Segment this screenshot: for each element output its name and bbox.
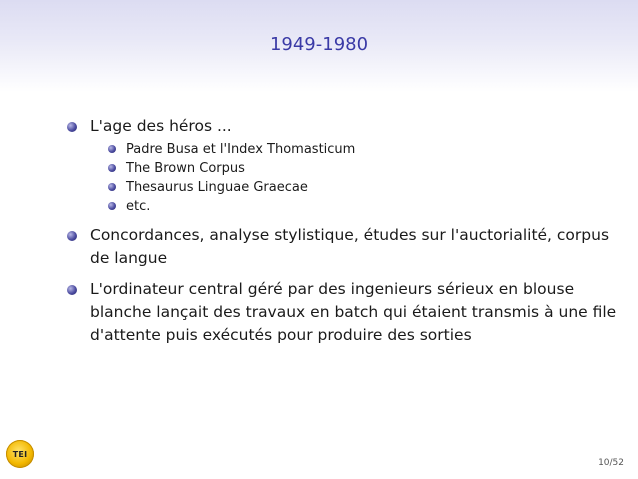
sub-list [90, 140, 620, 216]
sub-list-item [90, 140, 620, 159]
sub-list-item-text: The Brown Corpus [126, 161, 245, 176]
tei-logo-text: TEI [12, 449, 28, 459]
sub-list-item [90, 178, 620, 197]
bullet-item [60, 115, 620, 216]
sub-list-item-text: etc. [126, 199, 151, 214]
sub-list-item-text: Thesaurus Linguae Graecae [126, 180, 308, 195]
sub-list-item-text: Padre Busa et l'Index Thomasticum [126, 142, 356, 157]
bullet-item-text: Concordances, analyse stylistique, études sur l'auctorialité, corpus de langue [90, 226, 610, 267]
sub-bullet-icon [108, 164, 116, 172]
bullet-icon [67, 122, 77, 132]
bullet-icon [67, 231, 77, 241]
tei-logo [6, 440, 34, 468]
sub-bullet-icon [108, 183, 116, 191]
sub-list-item [90, 197, 620, 216]
bullet-item-text: L'ordinateur central géré par des ingenieurs sérieux en blouse blanche lançait des travaux en batch qui étaient transmis à une file d'attente puis exécutés pour produire des sorties [90, 280, 617, 344]
sub-bullet-icon [108, 202, 116, 210]
sub-bullet-icon [108, 145, 116, 153]
page-number: 10/52 [598, 458, 624, 468]
slide-title: 1949-1980 [269, 34, 369, 55]
bullet-item [60, 224, 620, 270]
bullet-item-text: L'age des héros ... [90, 117, 232, 135]
bullet-icon [67, 285, 77, 295]
sub-list-item [90, 159, 620, 178]
bullet-item [60, 278, 620, 347]
slide-content [60, 115, 620, 347]
